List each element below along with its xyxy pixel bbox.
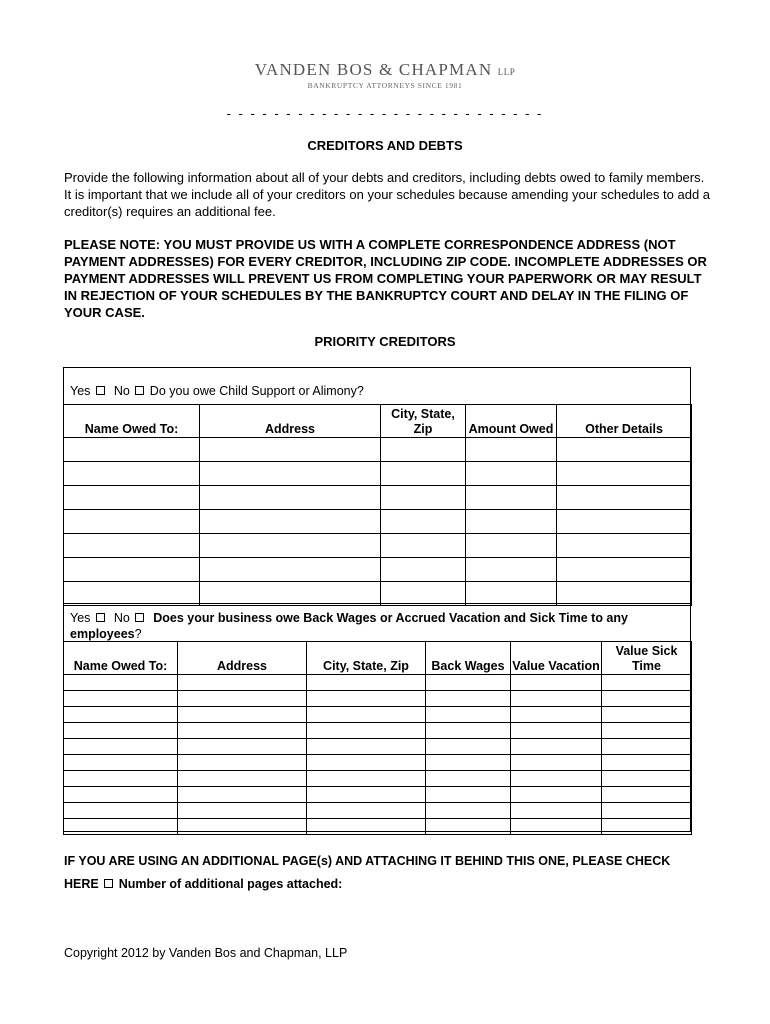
col-header-city-state-zip: City, State, Zip — [381, 405, 466, 438]
table-cell[interactable] — [426, 755, 511, 771]
here-label: HERE — [64, 877, 99, 891]
table-cell[interactable] — [511, 691, 602, 707]
table-row — [64, 723, 692, 739]
table-cell[interactable] — [602, 819, 692, 835]
table-cell[interactable] — [307, 803, 426, 819]
back-wages-question-line — [70, 610, 682, 642]
separator: - - - - - - - - - - - - - - - - - - - - - - - - - - - — [226, 106, 544, 121]
table-cell[interactable] — [307, 739, 426, 755]
table-cell[interactable] — [511, 819, 602, 835]
table-cell[interactable] — [602, 691, 692, 707]
col-header-city-state-zip: City, State, Zip — [307, 642, 426, 675]
table-row — [64, 691, 692, 707]
table-cell[interactable] — [64, 582, 200, 606]
table-cell[interactable] — [511, 755, 602, 771]
table-cell[interactable] — [200, 534, 381, 558]
table-cell[interactable] — [426, 771, 511, 787]
table-cell[interactable] — [307, 723, 426, 739]
table-cell[interactable] — [426, 691, 511, 707]
table-row — [64, 819, 692, 835]
table-cell[interactable] — [64, 534, 200, 558]
table-row — [64, 787, 692, 803]
table-cell[interactable] — [64, 438, 200, 462]
col-header-value-sick-time: Value Sick Time — [602, 642, 692, 675]
table-cell[interactable] — [178, 803, 307, 819]
table-cell[interactable] — [307, 819, 426, 835]
table-cell[interactable] — [381, 558, 466, 582]
firm-name: VANDEN BOS & CHAPMAN — [254, 60, 493, 79]
yes-label: Yes — [70, 611, 91, 625]
table-cell[interactable] — [602, 675, 692, 691]
col-header-back-wages: Back Wages — [426, 642, 511, 675]
table-cell[interactable] — [511, 707, 602, 723]
table-cell[interactable] — [307, 771, 426, 787]
table-row — [64, 438, 692, 462]
table-cell[interactable] — [557, 486, 692, 510]
table-cell[interactable] — [307, 707, 426, 723]
table-row — [64, 675, 692, 691]
table-cell[interactable] — [426, 803, 511, 819]
question-mark: ? — [134, 627, 142, 641]
copyright-notice: Copyright 2012 by Vanden Bos and Chapman, LLP — [64, 946, 348, 960]
table-cell[interactable] — [557, 582, 692, 606]
letterhead — [0, 60, 770, 90]
col-header-name: Name Owed To: — [64, 642, 178, 675]
table-cell[interactable] — [307, 675, 426, 691]
table-cell[interactable] — [381, 510, 466, 534]
table-cell[interactable] — [381, 582, 466, 606]
table-cell[interactable] — [557, 558, 692, 582]
table-row — [64, 462, 692, 486]
table-cell[interactable] — [64, 755, 178, 771]
table-cell[interactable] — [511, 771, 602, 787]
table-row — [64, 707, 692, 723]
child-support-question: Do you owe Child Support or Alimony? — [149, 384, 364, 398]
no-label: No — [113, 384, 130, 398]
table-cell[interactable] — [426, 723, 511, 739]
table-cell[interactable] — [511, 787, 602, 803]
table-row — [64, 771, 692, 787]
table-cell[interactable] — [602, 787, 692, 803]
table-header-row — [64, 405, 692, 438]
col-header-other-details: Other Details — [557, 405, 692, 438]
table-cell[interactable] — [64, 739, 178, 755]
table-cell[interactable] — [178, 739, 307, 755]
firm-logo — [0, 60, 770, 80]
table-row — [64, 739, 692, 755]
table-cell[interactable] — [466, 510, 557, 534]
firm-tagline: BANKRUPTCY ATTORNEYS SINCE 1981 — [307, 81, 463, 90]
table-cell[interactable] — [426, 787, 511, 803]
additional-pages-instruction: IF YOU ARE USING AN ADDITIONAL PAGE(s) AND ATTACHING IT BEHIND THIS ONE, PLEASE CHECK — [64, 854, 671, 868]
table-cell[interactable] — [200, 582, 381, 606]
table-header-row — [64, 642, 692, 675]
col-header-amount-owed: Amount Owed — [466, 405, 557, 438]
table-row — [64, 486, 692, 510]
col-header-value-vacation: Value Vacation — [511, 642, 602, 675]
additional-pages-checkbox[interactable] — [104, 879, 113, 888]
table-row — [64, 534, 692, 558]
table-cell[interactable] — [381, 534, 466, 558]
table-cell[interactable] — [64, 691, 178, 707]
table-cell[interactable] — [178, 723, 307, 739]
table-row — [64, 510, 692, 534]
table-cell[interactable] — [557, 534, 692, 558]
please-note-paragraph: PLEASE NOTE: YOU MUST PROVIDE US WITH A COMPLETE CORRESPONDENCE ADDRESS (NOT PAYMENT ADDRESSES) FOR EVERY CREDITOR, INCLUDING ZIP CODE. INCOMPLETE ADDRESSES OR PAYMENT ADDRESSES WILL PREVENT US FROM COMPLETING YOUR PAPERWORK OR MAY RESULT IN REJECTION OF YOUR SCHEDULES BY THE BANKRUPTCY COURT AND DELAY IN THE FILING OF YOUR CASE. — [64, 237, 707, 320]
table-cell[interactable] — [557, 462, 692, 486]
child-support-question-line — [70, 383, 670, 399]
table-cell[interactable] — [466, 534, 557, 558]
table-cell[interactable] — [64, 462, 200, 486]
table-cell[interactable] — [426, 739, 511, 755]
table-cell[interactable] — [64, 558, 200, 582]
table-cell[interactable] — [466, 582, 557, 606]
table-cell[interactable] — [511, 803, 602, 819]
table-cell[interactable] — [602, 803, 692, 819]
table-cell[interactable] — [602, 771, 692, 787]
table-cell[interactable] — [178, 771, 307, 787]
section-title-priority-creditors: PRIORITY CREDITORS — [314, 334, 456, 349]
table-cell[interactable] — [381, 486, 466, 510]
table-cell[interactable] — [178, 755, 307, 771]
back-wages-table — [63, 641, 692, 835]
table-row — [64, 582, 692, 606]
table-cell[interactable] — [200, 510, 381, 534]
table-cell[interactable] — [178, 675, 307, 691]
table-cell[interactable] — [200, 558, 381, 582]
intro-paragraph: Provide the following information about all of your debts and creditors, including debts owed to family members. It is important that we include all of your creditors on your schedules because amending your schedules to add a creditor(s) requires an additional fee. — [64, 170, 711, 219]
table-cell[interactable] — [64, 707, 178, 723]
back-wages-question: Does your business owe Back Wages or Accrued Vacation and Sick Time to any employees — [70, 611, 628, 641]
table-cell[interactable] — [200, 462, 381, 486]
table-cell[interactable] — [466, 558, 557, 582]
table-cell[interactable] — [557, 438, 692, 462]
page-title: CREDITORS AND DEBTS — [307, 138, 463, 153]
table-cell[interactable] — [511, 739, 602, 755]
back-wages-yes-checkbox[interactable] — [96, 613, 105, 622]
additional-pages-label: Number of additional pages attached: — [118, 877, 343, 891]
table-cell[interactable] — [307, 691, 426, 707]
firm-suffix: LLP — [497, 67, 516, 77]
table-cell[interactable] — [64, 510, 200, 534]
table-cell[interactable] — [307, 787, 426, 803]
table-cell[interactable] — [602, 739, 692, 755]
table-cell[interactable] — [426, 675, 511, 691]
table-cell[interactable] — [511, 723, 602, 739]
additional-pages-note — [64, 850, 714, 896]
child-support-table — [63, 404, 692, 606]
table-cell[interactable] — [511, 675, 602, 691]
table-cell[interactable] — [64, 675, 178, 691]
table-cell[interactable] — [307, 755, 426, 771]
table-cell[interactable] — [200, 438, 381, 462]
back-wages-no-checkbox[interactable] — [135, 613, 144, 622]
table-cell[interactable] — [178, 707, 307, 723]
table-cell[interactable] — [426, 707, 511, 723]
col-header-name: Name Owed To: — [64, 405, 200, 438]
table-cell[interactable] — [200, 486, 381, 510]
table-cell[interactable] — [557, 510, 692, 534]
table-cell[interactable] — [178, 787, 307, 803]
table-cell[interactable] — [426, 819, 511, 835]
table-cell[interactable] — [178, 691, 307, 707]
table-cell[interactable] — [466, 438, 557, 462]
table-cell[interactable] — [602, 723, 692, 739]
table-cell[interactable] — [381, 438, 466, 462]
table-cell[interactable] — [381, 462, 466, 486]
additional-pages-line — [64, 873, 714, 896]
table-cell[interactable] — [64, 819, 178, 835]
table-cell[interactable] — [64, 723, 178, 739]
yes-label: Yes — [70, 384, 91, 398]
table-cell[interactable] — [602, 755, 692, 771]
table-row — [64, 803, 692, 819]
table-cell[interactable] — [64, 486, 200, 510]
table-cell[interactable] — [64, 803, 178, 819]
col-header-address: Address — [200, 405, 381, 438]
child-support-yes-checkbox[interactable] — [96, 386, 105, 395]
table-row — [64, 558, 692, 582]
col-header-address: Address — [178, 642, 307, 675]
no-label: No — [113, 611, 130, 625]
table-cell[interactable] — [466, 486, 557, 510]
table-cell[interactable] — [64, 787, 178, 803]
table-cell[interactable] — [64, 771, 178, 787]
table-cell[interactable] — [466, 462, 557, 486]
child-support-no-checkbox[interactable] — [135, 386, 144, 395]
table-row — [64, 755, 692, 771]
table-cell[interactable] — [602, 707, 692, 723]
table-cell[interactable] — [178, 819, 307, 835]
